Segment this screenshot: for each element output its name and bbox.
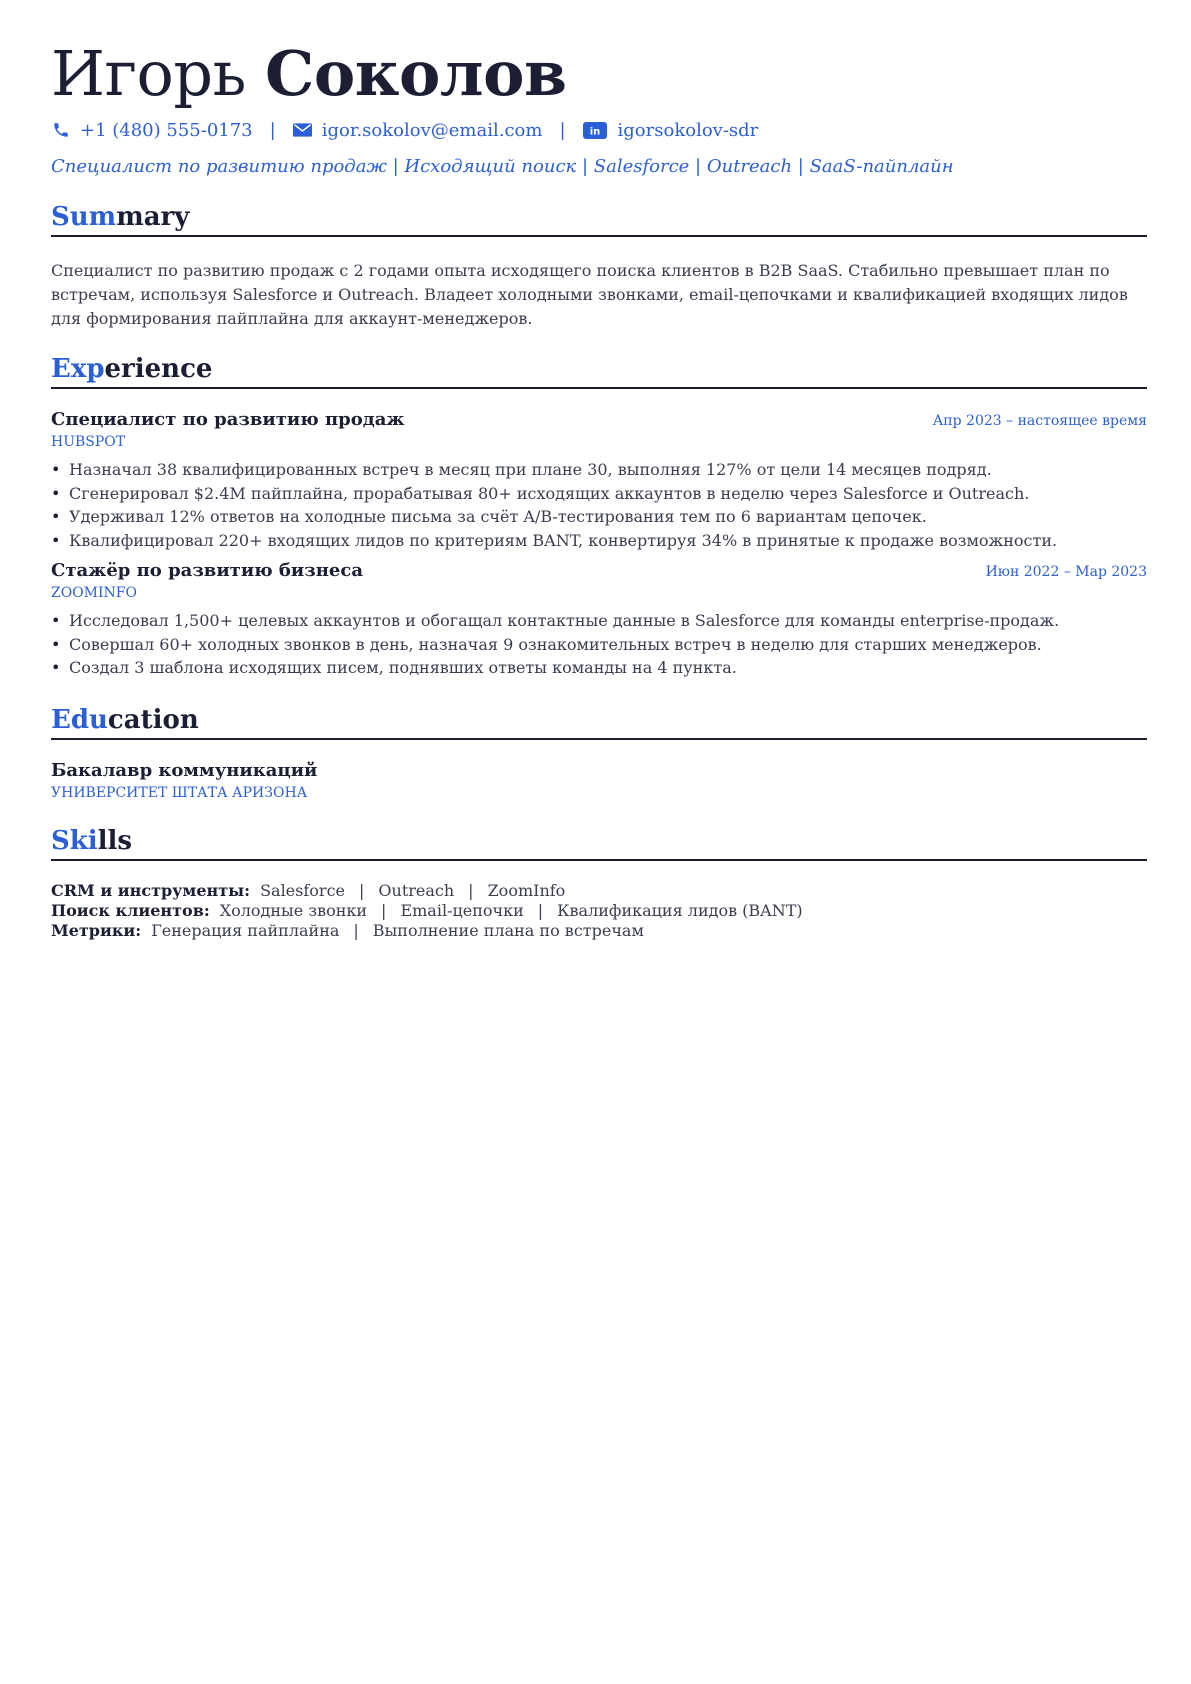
linkedin-contact[interactable] bbox=[583, 120, 759, 141]
section-title-education: Education bbox=[51, 704, 1147, 740]
contact-bar bbox=[51, 118, 1147, 142]
bullet-item: • Назначал 38 квалифицированных встреч в месяц при плане 30, выполняя 127% от цели 14 месяцев подряд. bbox=[51, 458, 1147, 482]
linkedin-badge-text: in bbox=[589, 126, 600, 137]
summary-text: Специалист по развитию продаж с 2 годами опыта исходящего поиска клиентов в B2B SaaS. Стабильно превышает план по встречам, используя Salesforce и Outreach. Владеет холодными звонками, email-цепочками и квалификацией входящих лидов для формирования пайплайна для аккаунт-менеджеров. bbox=[51, 261, 1128, 328]
email-text: igor.sokolov@email.com bbox=[321, 119, 543, 141]
skill-separator: | bbox=[381, 900, 387, 920]
skill-separator: | bbox=[468, 880, 474, 900]
company-name: ZOOMINFO bbox=[51, 585, 137, 601]
skill-separator: | bbox=[359, 880, 365, 900]
skill-row bbox=[51, 901, 1147, 921]
summary-section bbox=[51, 201, 1147, 331]
phone-text: +1 (480) 555-0173 bbox=[80, 119, 253, 141]
skill-item: Квалификация лидов (BANT) bbox=[557, 900, 803, 920]
bullet-item: • Исследовал 1,500+ целевых аккаунтов и обогащал контактные данные в Salesforce для команды enterprise-продаж. bbox=[51, 609, 1147, 633]
first-name: Игорь bbox=[51, 37, 246, 110]
bullet-item: • Сгенерировал $2.4M пайплайна, прорабатывая 80+ исходящих аккаунтов в неделю через Salesforce и Outreach. bbox=[51, 482, 1147, 506]
experience-section bbox=[51, 353, 1147, 680]
company-name: HUBSPOT bbox=[51, 434, 126, 450]
skills-section bbox=[51, 825, 1147, 941]
linkedin-text: igorsokolov-sdr bbox=[617, 119, 759, 141]
phone-icon bbox=[51, 120, 71, 140]
skill-category-label: Поиск клиентов: bbox=[51, 900, 210, 920]
bullet-item: • Квалифицировал 220+ входящих лидов по критериям BANT, конвертируя 34% в принятые к продаже возможности. bbox=[51, 529, 1147, 553]
degree: Бакалавр коммуникаций bbox=[51, 759, 318, 781]
section-title-summary: Summary bbox=[51, 201, 1147, 237]
headline-tagline: Специалист по развитию продаж | Исходящий поиск | Salesforce | Outreach | SaaS-пайплайн bbox=[51, 156, 954, 177]
school-name: УНИВЕРСИТЕТ ШТАТА АРИЗОНА bbox=[51, 784, 308, 801]
section-title-skills: Skills bbox=[51, 825, 1147, 861]
skill-item: Outreach bbox=[378, 880, 455, 900]
job-entry bbox=[51, 560, 1147, 680]
job-bullets bbox=[51, 609, 1147, 680]
linkedin-icon bbox=[583, 120, 607, 140]
bullet-item: • Создал 3 шаблона исходящих писем, поднявших ответы команды на 4 пункта. bbox=[51, 656, 1147, 680]
last-name: Соколов bbox=[265, 37, 567, 110]
skill-item: Выполнение плана по встречам bbox=[372, 920, 644, 940]
candidate-name bbox=[51, 38, 1147, 110]
job-entry bbox=[51, 409, 1147, 552]
skill-item: ZoomInfo bbox=[487, 880, 566, 900]
skill-item: Salesforce bbox=[260, 880, 345, 900]
job-dates: Апр 2023 – настоящее время bbox=[932, 413, 1147, 429]
skill-item: Генерация пайплайна bbox=[151, 920, 340, 940]
envelope-icon bbox=[293, 120, 313, 140]
job-dates: Июн 2022 – Мар 2023 bbox=[985, 564, 1147, 580]
resume-page bbox=[51, 38, 1147, 941]
contact-separator: | bbox=[559, 119, 566, 141]
skill-row bbox=[51, 921, 1147, 941]
skill-category-label: CRM и инструменты: bbox=[51, 880, 251, 900]
section-title-experience: Experience bbox=[51, 353, 1147, 389]
job-title: Стажёр по развитию бизнеса bbox=[51, 560, 363, 581]
contact-separator: | bbox=[269, 119, 276, 141]
skill-item: Холодные звонки bbox=[219, 900, 368, 920]
skills-list bbox=[51, 881, 1147, 941]
job-bullets bbox=[51, 458, 1147, 552]
email-contact[interactable] bbox=[293, 120, 543, 141]
bullet-item: • Удерживал 12% ответов на холодные письма за счёт A/B-тестирования тем по 6 вариантам цепочек. bbox=[51, 505, 1147, 529]
bullet-item: • Совершал 60+ холодных звонков в день, назначая 9 ознакомительных встреч в неделю для старших менеджеров. bbox=[51, 633, 1147, 657]
skill-separator: | bbox=[353, 920, 359, 940]
job-title: Специалист по развитию продаж bbox=[51, 409, 405, 430]
phone-contact[interactable] bbox=[51, 120, 253, 141]
education-section bbox=[51, 704, 1147, 801]
skill-separator: | bbox=[537, 900, 544, 920]
skill-row bbox=[51, 881, 1147, 901]
skill-item: Email-цепочки bbox=[400, 900, 524, 920]
skill-category-label: Метрики: bbox=[51, 920, 142, 940]
